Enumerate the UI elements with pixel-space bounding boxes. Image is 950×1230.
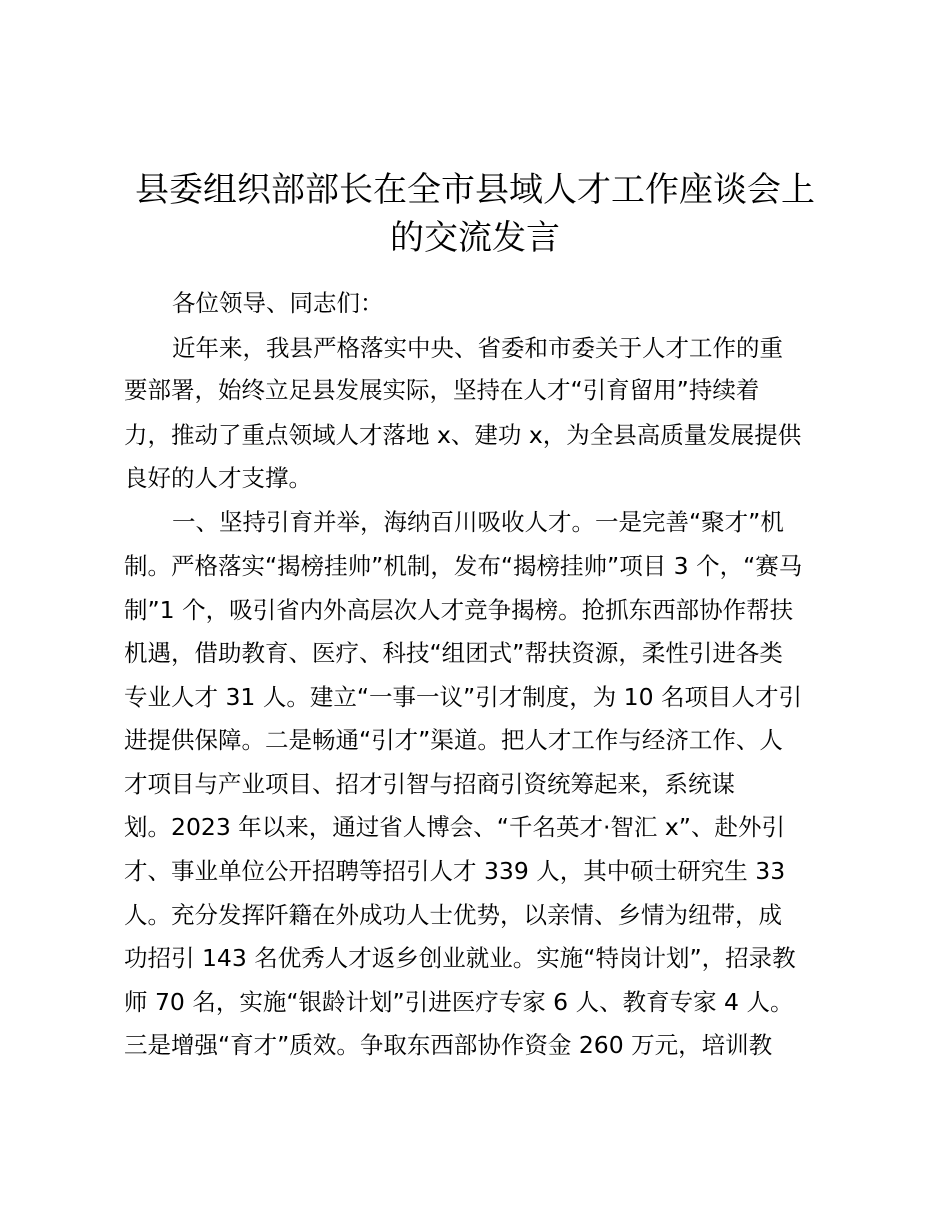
salutation: 各位领导、同志们：	[172, 289, 384, 317]
body-line: 一、坚持引育并举，海纳百川吸收人才。一是完善“聚才”机	[172, 508, 784, 536]
document-title-line-2: 的交流发言	[390, 218, 560, 258]
body-line: 要部署，始终立足县发展实际，坚持在人才“引育留用”持续着	[124, 376, 760, 404]
body-line: 机遇，借助教育、医疗、科技“组团式”帮扶资源，柔性引进各类	[124, 639, 783, 667]
body-line: 良好的人才支撑。	[124, 464, 312, 492]
body-line: 进提供保障。二是畅通“引才”渠道。把人才工作与经济工作、人	[124, 726, 783, 754]
body-line: 制”1 个，吸引省内外高层次人才竞争揭榜。抢抓东西部协作帮扶	[124, 596, 794, 624]
body-line: 才、事业单位公开招聘等招引人才 339 人，其中硕士研究生 33	[124, 857, 786, 885]
body-line: 师 70 名，实施“银龄计划”引进医疗专家 6 人、教育专家 4 人。	[124, 988, 794, 1016]
body-line: 近年来，我县严格落实中央、省委和市委关于人才工作的重	[172, 334, 783, 362]
body-line: 制。严格落实“揭榜挂帅”机制，发布“揭榜挂帅”项目 3 个，“赛马	[124, 552, 803, 580]
body-line: 专业人才 31 人。建立“一事一议”引才制度，为 10 名项目人才引	[124, 683, 803, 711]
document-title-line-1: 县委组织部部长在全市县域人才工作座谈会上	[135, 170, 815, 210]
body-line: 功招引 143 名优秀人才返乡创业就业。实施“特岗计划”，招录教	[124, 944, 796, 972]
body-line: 划。2023 年以来，通过省人博会、“千名英才·智汇 x”、赴外引	[124, 813, 785, 841]
body-line: 才项目与产业项目、招才引智与招商引资统筹起来，系统谋	[124, 770, 735, 798]
body-line: 三是增强“育才”质效。争取东西部协作资金 260 万元，培训教	[124, 1031, 773, 1059]
body-line: 力，推动了重点领域人才落地 x、建功 x，为全县高质量发展提供	[124, 421, 802, 449]
body-line: 人。充分发挥阡籍在外成功人士优势，以亲情、乡情为纽带，成	[124, 901, 782, 929]
